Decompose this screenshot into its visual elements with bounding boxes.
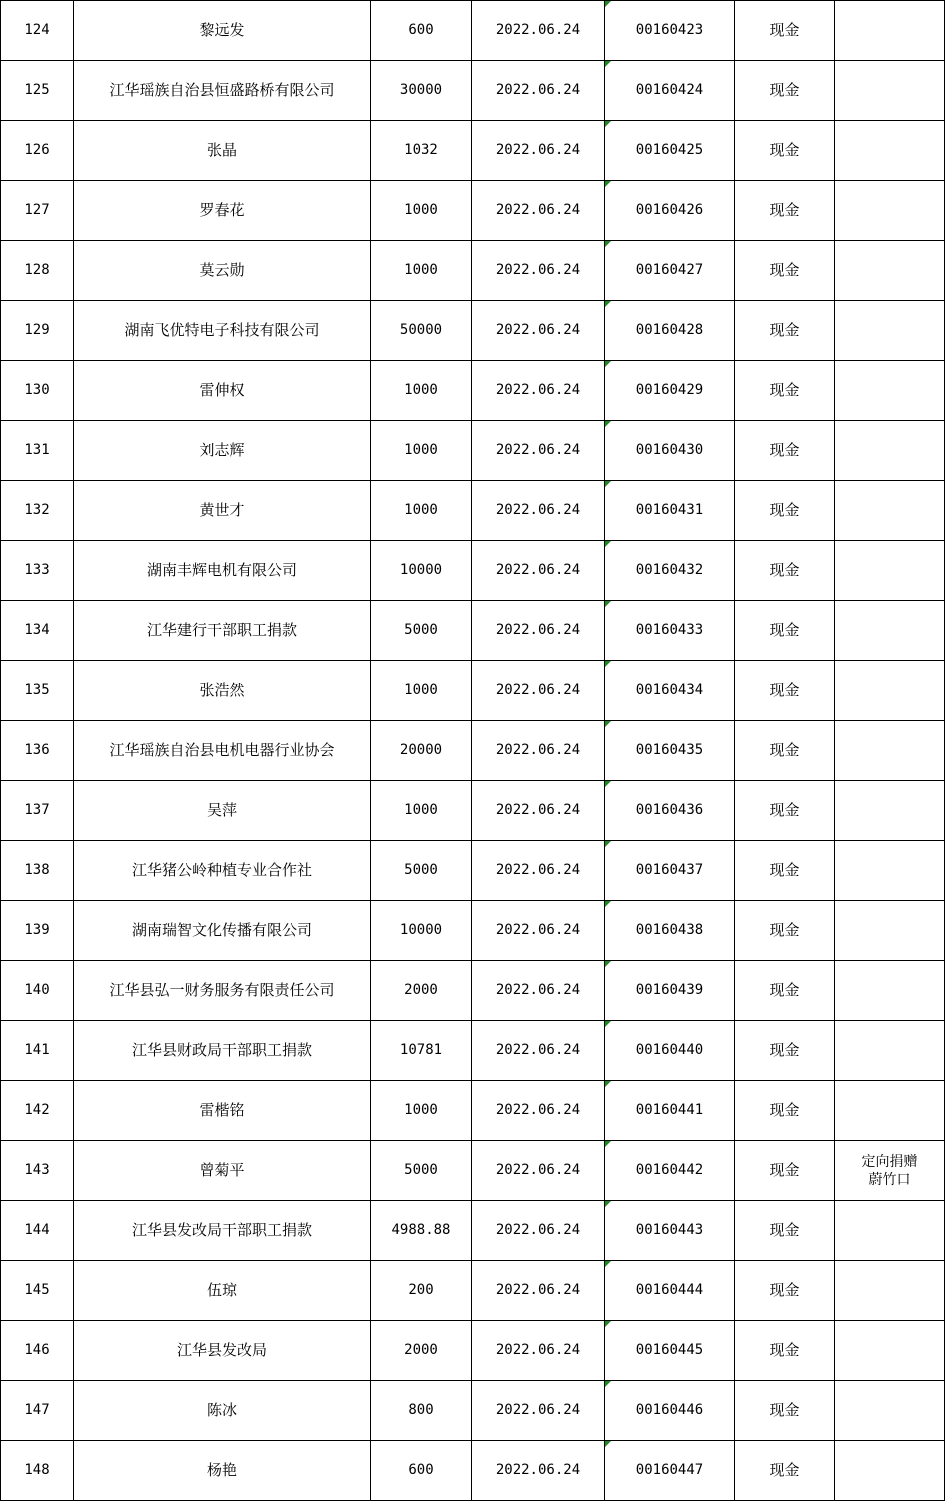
receipt-number-cell: 00160432: [605, 541, 735, 601]
receipt-number-cell: 00160436: [605, 781, 735, 841]
receipt-number-cell: 00160433: [605, 601, 735, 661]
table-row: [1, 1321, 945, 1381]
note-line: 定向捐赠: [861, 1153, 918, 1170]
date-cell: 2022.06.24: [472, 901, 605, 961]
amount-cell: 200: [371, 1261, 472, 1321]
payment-method-cell: 现金: [735, 1021, 835, 1081]
note-cell: [835, 421, 945, 481]
date-cell: 2022.06.24: [472, 1321, 605, 1381]
table-row: [1, 901, 945, 961]
row-number-cell: 140: [1, 961, 74, 1021]
date-cell: 2022.06.24: [472, 181, 605, 241]
date-cell: 2022.06.24: [472, 1261, 605, 1321]
amount-cell: 1000: [371, 781, 472, 841]
payment-method-cell: 现金: [735, 61, 835, 121]
payment-method-cell: 现金: [735, 1, 835, 61]
row-number-cell: 131: [1, 421, 74, 481]
donor-name-cell: 雷楷铭: [74, 1081, 371, 1141]
donor-name-cell: 伍琼: [74, 1261, 371, 1321]
note-cell: [835, 241, 945, 301]
table-row: [1, 601, 945, 661]
amount-cell: 2000: [371, 1321, 472, 1381]
table-row: [1, 1201, 945, 1261]
receipt-number-cell: 00160431: [605, 481, 735, 541]
payment-method-cell: 现金: [735, 1321, 835, 1381]
donor-name-cell: 江华县发改局: [74, 1321, 371, 1381]
amount-cell: 1000: [371, 661, 472, 721]
payment-method-cell: 现金: [735, 481, 835, 541]
note-cell: [835, 661, 945, 721]
payment-method-cell: 现金: [735, 841, 835, 901]
payment-method-cell: 现金: [735, 1381, 835, 1441]
donor-name-cell: 莫云勋: [74, 241, 371, 301]
row-number-cell: 147: [1, 1381, 74, 1441]
table-row: [1, 1081, 945, 1141]
amount-cell: 10000: [371, 901, 472, 961]
amount-cell: 30000: [371, 61, 472, 121]
payment-method-cell: 现金: [735, 181, 835, 241]
date-cell: 2022.06.24: [472, 301, 605, 361]
row-number-cell: 142: [1, 1081, 74, 1141]
note-cell: [835, 181, 945, 241]
table-row: [1, 241, 945, 301]
payment-method-cell: 现金: [735, 421, 835, 481]
date-cell: 2022.06.24: [472, 1021, 605, 1081]
note-line: 蔚竹口: [868, 1171, 911, 1188]
payment-method-cell: 现金: [735, 901, 835, 961]
note-cell: [835, 721, 945, 781]
amount-cell: 4988.88: [371, 1201, 472, 1261]
donor-name-cell: 江华县财政局干部职工捐款: [74, 1021, 371, 1081]
table-row: [1, 61, 945, 121]
date-cell: 2022.06.24: [472, 241, 605, 301]
date-cell: 2022.06.24: [472, 781, 605, 841]
date-cell: 2022.06.24: [472, 421, 605, 481]
row-number-cell: 135: [1, 661, 74, 721]
note-cell: [835, 541, 945, 601]
note-cell: [835, 601, 945, 661]
receipt-number-cell: 00160437: [605, 841, 735, 901]
row-number-cell: 126: [1, 121, 74, 181]
payment-method-cell: 现金: [735, 121, 835, 181]
receipt-number-cell: 00160439: [605, 961, 735, 1021]
table-row: [1, 1141, 945, 1201]
donor-name-cell: 江华建行干部职工捐款: [74, 601, 371, 661]
amount-cell: 800: [371, 1381, 472, 1441]
note-cell: [835, 361, 945, 421]
row-number-cell: 139: [1, 901, 74, 961]
row-number-cell: 138: [1, 841, 74, 901]
payment-method-cell: 现金: [735, 1441, 835, 1501]
payment-method-cell: 现金: [735, 601, 835, 661]
receipt-number-cell: 00160444: [605, 1261, 735, 1321]
donor-name-cell: 曾菊平: [74, 1141, 371, 1201]
table-row: [1, 781, 945, 841]
row-number-cell: 129: [1, 301, 74, 361]
amount-cell: 600: [371, 1441, 472, 1501]
receipt-number-cell: 00160441: [605, 1081, 735, 1141]
donor-name-cell: 江华县发改局干部职工捐款: [74, 1201, 371, 1261]
date-cell: 2022.06.24: [472, 961, 605, 1021]
receipt-number-cell: 00160443: [605, 1201, 735, 1261]
donor-name-cell: 罗春花: [74, 181, 371, 241]
receipt-number-cell: 00160438: [605, 901, 735, 961]
note-cell: [835, 781, 945, 841]
date-cell: 2022.06.24: [472, 601, 605, 661]
receipt-number-cell: 00160445: [605, 1321, 735, 1381]
donor-name-cell: 湖南瑞智文化传播有限公司: [74, 901, 371, 961]
note-cell: [835, 61, 945, 121]
note-cell: [835, 481, 945, 541]
donor-name-cell: 湖南飞优特电子科技有限公司: [74, 301, 371, 361]
amount-cell: 10781: [371, 1021, 472, 1081]
row-number-cell: 144: [1, 1201, 74, 1261]
table-row: [1, 1441, 945, 1501]
donor-name-cell: 吴萍: [74, 781, 371, 841]
receipt-number-cell: 00160447: [605, 1441, 735, 1501]
note-cell: [835, 1021, 945, 1081]
payment-method-cell: 现金: [735, 541, 835, 601]
table-row: [1, 121, 945, 181]
note-cell: [835, 1081, 945, 1141]
row-number-cell: 133: [1, 541, 74, 601]
row-number-cell: 130: [1, 361, 74, 421]
table-row: [1, 181, 945, 241]
payment-method-cell: 现金: [735, 1261, 835, 1321]
receipt-number-cell: 00160430: [605, 421, 735, 481]
row-number-cell: 148: [1, 1441, 74, 1501]
amount-cell: 5000: [371, 1141, 472, 1201]
date-cell: 2022.06.24: [472, 721, 605, 781]
payment-method-cell: 现金: [735, 961, 835, 1021]
amount-cell: 1000: [371, 421, 472, 481]
date-cell: 2022.06.24: [472, 1201, 605, 1261]
table-row: [1, 961, 945, 1021]
row-number-cell: 125: [1, 61, 74, 121]
table-row: [1, 1021, 945, 1081]
table-row: [1, 1381, 945, 1441]
donor-name-cell: 江华瑶族自治县电机电器行业协会: [74, 721, 371, 781]
receipt-number-cell: 00160427: [605, 241, 735, 301]
row-number-cell: 128: [1, 241, 74, 301]
receipt-number-cell: 00160435: [605, 721, 735, 781]
amount-cell: 5000: [371, 601, 472, 661]
date-cell: 2022.06.24: [472, 661, 605, 721]
table-row: [1, 481, 945, 541]
row-number-cell: 136: [1, 721, 74, 781]
row-number-cell: 132: [1, 481, 74, 541]
amount-cell: 10000: [371, 541, 472, 601]
date-cell: 2022.06.24: [472, 1081, 605, 1141]
donor-name-cell: 刘志辉: [74, 421, 371, 481]
table-row: [1, 1, 945, 61]
donor-name-cell: 张浩然: [74, 661, 371, 721]
note-cell: [835, 1381, 945, 1441]
amount-cell: 5000: [371, 841, 472, 901]
table-row: [1, 661, 945, 721]
date-cell: 2022.06.24: [472, 1141, 605, 1201]
note-cell: [835, 121, 945, 181]
donor-name-cell: 江华瑶族自治县恒盛路桥有限公司: [74, 61, 371, 121]
table-row: [1, 841, 945, 901]
table-row: [1, 301, 945, 361]
donor-name-cell: 湖南丰辉电机有限公司: [74, 541, 371, 601]
amount-cell: 1000: [371, 481, 472, 541]
payment-method-cell: 现金: [735, 241, 835, 301]
note-cell: [835, 841, 945, 901]
amount-cell: 600: [371, 1, 472, 61]
receipt-number-cell: 00160425: [605, 121, 735, 181]
payment-method-cell: 现金: [735, 1081, 835, 1141]
note-cell: [835, 901, 945, 961]
date-cell: 2022.06.24: [472, 541, 605, 601]
date-cell: 2022.06.24: [472, 361, 605, 421]
date-cell: 2022.06.24: [472, 1381, 605, 1441]
payment-method-cell: 现金: [735, 1141, 835, 1201]
table-body: [1, 1, 945, 1501]
note-cell: [835, 1321, 945, 1381]
payment-method-cell: 现金: [735, 1201, 835, 1261]
note-cell: [835, 961, 945, 1021]
row-number-cell: 124: [1, 1, 74, 61]
date-cell: 2022.06.24: [472, 841, 605, 901]
donor-name-cell: 雷伸权: [74, 361, 371, 421]
table-row: [1, 361, 945, 421]
note-cell: [835, 1, 945, 61]
row-number-cell: 127: [1, 181, 74, 241]
receipt-number-cell: 00160429: [605, 361, 735, 421]
receipt-number-cell: 00160426: [605, 181, 735, 241]
table-row: [1, 1261, 945, 1321]
row-number-cell: 141: [1, 1021, 74, 1081]
donor-name-cell: 杨艳: [74, 1441, 371, 1501]
note-cell: [835, 1261, 945, 1321]
amount-cell: 1000: [371, 241, 472, 301]
row-number-cell: 134: [1, 601, 74, 661]
date-cell: 2022.06.24: [472, 481, 605, 541]
note-cell: [835, 1141, 945, 1201]
receipt-number-cell: 00160446: [605, 1381, 735, 1441]
donor-name-cell: 黎远发: [74, 1, 371, 61]
date-cell: 2022.06.24: [472, 61, 605, 121]
table-row: [1, 721, 945, 781]
row-number-cell: 137: [1, 781, 74, 841]
receipt-number-cell: 00160424: [605, 61, 735, 121]
receipt-number-cell: 00160434: [605, 661, 735, 721]
amount-cell: 2000: [371, 961, 472, 1021]
table-row: [1, 541, 945, 601]
payment-method-cell: 现金: [735, 301, 835, 361]
date-cell: 2022.06.24: [472, 1, 605, 61]
note-cell: [835, 1441, 945, 1501]
note-cell: [835, 1201, 945, 1261]
amount-cell: 1032: [371, 121, 472, 181]
date-cell: 2022.06.24: [472, 1441, 605, 1501]
payment-method-cell: 现金: [735, 781, 835, 841]
amount-cell: 1000: [371, 181, 472, 241]
row-number-cell: 146: [1, 1321, 74, 1381]
donor-name-cell: 江华猪公岭种植专业合作社: [74, 841, 371, 901]
table-row: [1, 421, 945, 481]
donor-name-cell: 陈冰: [74, 1381, 371, 1441]
payment-method-cell: 现金: [735, 361, 835, 421]
receipt-number-cell: 00160442: [605, 1141, 735, 1201]
amount-cell: 1000: [371, 1081, 472, 1141]
donor-name-cell: 黄世才: [74, 481, 371, 541]
receipt-number-cell: 00160428: [605, 301, 735, 361]
amount-cell: 20000: [371, 721, 472, 781]
row-number-cell: 143: [1, 1141, 74, 1201]
payment-method-cell: 现金: [735, 721, 835, 781]
row-number-cell: 145: [1, 1261, 74, 1321]
receipt-number-cell: 00160423: [605, 1, 735, 61]
donor-name-cell: 张晶: [74, 121, 371, 181]
date-cell: 2022.06.24: [472, 121, 605, 181]
payment-method-cell: 现金: [735, 661, 835, 721]
donor-name-cell: 江华县弘一财务服务有限责任公司: [74, 961, 371, 1021]
amount-cell: 50000: [371, 301, 472, 361]
amount-cell: 1000: [371, 361, 472, 421]
note-cell: [835, 301, 945, 361]
receipt-number-cell: 00160440: [605, 1021, 735, 1081]
